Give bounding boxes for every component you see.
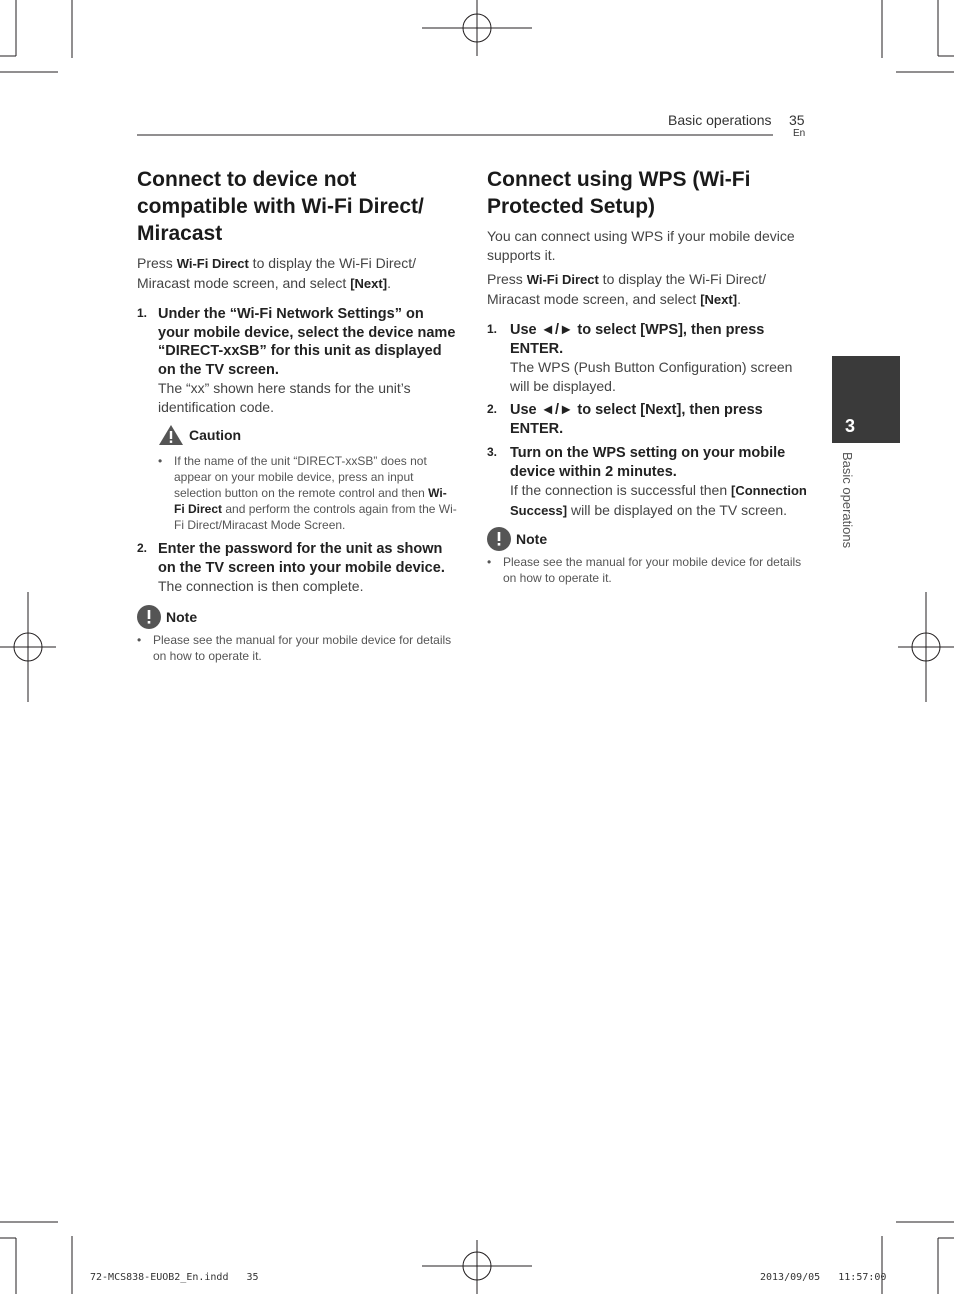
step-number: 3. <box>487 445 498 459</box>
right-note-block <box>487 527 809 586</box>
step-instruction: Use ◄/► to select [WPS], then press ENTER. <box>510 322 765 357</box>
running-header-section: Basic operations <box>668 112 772 128</box>
caution-item: • If the name of the unit “DIRECT-xxSB” does not appear on your mobile device, press an input selection button on the remote control and then Wi-Fi Direct and perform the controls again from the Wi-Fi Direct/Miracast Mode Screen. <box>158 454 457 532</box>
left-step-1 <box>137 305 457 533</box>
right-para-1: You can connect using WPS if your mobile device supports it. <box>487 228 795 263</box>
note-icon <box>487 527 511 551</box>
step-description: If the connection is successful then [Connection Success] will be displayed on the TV screen. <box>510 482 807 518</box>
connection-success-item: [Connection Success] <box>510 483 807 518</box>
left-column <box>137 166 457 664</box>
footer-datetime: 2013/09/05 11:57:00 <box>760 1272 887 1283</box>
left-step-2 <box>137 540 457 596</box>
footer-filename: 72-MCS838-EUOB2_En.indd 35 <box>90 1272 259 1283</box>
step-instruction: Under the “Wi-Fi Network Settings” on your mobile device, select the device name “DIRECT-xxSB” for this unit as displayed on the TV screen. <box>158 306 456 378</box>
step-number: 1. <box>487 322 498 336</box>
step-description: The connection is then complete. <box>158 578 364 594</box>
section-title-right: Connect using WPS (Wi-Fi Protected Setup) <box>487 168 751 218</box>
next-item: [Next] <box>700 291 738 307</box>
step-number: 2. <box>487 402 498 416</box>
caution-icon <box>158 424 184 446</box>
right-intro: Press Wi-Fi Direct to display the Wi-Fi Direct/ Miracast mode screen, and select [Next]. <box>487 271 767 307</box>
wifi-direct-key: Wi-Fi Direct <box>526 272 599 287</box>
left-note-block <box>137 605 457 664</box>
section-title-left: Connect to device not compatible with Wi-Fi Direct/ Miracast <box>137 168 424 245</box>
step-number: 2. <box>137 541 148 555</box>
right-column <box>487 166 809 586</box>
language-code: En <box>793 128 806 139</box>
chapter-label: Basic operations <box>840 452 855 549</box>
note-label: Note <box>516 531 548 547</box>
right-step-1 <box>487 321 809 395</box>
note-item: • Please see the manual for your mobile device for details on how to operate it. <box>487 555 802 585</box>
right-step-3 <box>487 444 809 520</box>
next-item: [Next] <box>350 275 388 291</box>
left-intro: Press Wi-Fi Direct to display the Wi-Fi Direct/ Miracast mode screen, and select [Next]. <box>137 255 417 291</box>
step-description: The “xx” shown here stands for the unit’s identification code. <box>158 380 411 415</box>
chapter-number: 3 <box>845 416 856 436</box>
caution-block <box>158 424 457 533</box>
right-step-2 <box>487 401 809 438</box>
note-icon <box>137 605 161 629</box>
step-number: 1. <box>137 306 148 320</box>
step-instruction: Turn on the WPS setting on your mobile device within 2 minutes. <box>510 445 786 480</box>
step-description: The WPS (Push Button Configuration) screen will be displayed. <box>510 359 793 394</box>
chapter-tab <box>832 356 900 443</box>
page-number: 35 <box>789 112 805 128</box>
note-label: Note <box>166 608 198 625</box>
step-instruction: Enter the password for the unit as shown on the TV screen into your mobile device. <box>158 541 445 576</box>
caution-label: Caution <box>189 427 242 443</box>
wifi-direct-key: Wi-Fi Direct <box>176 256 249 271</box>
step-instruction: Use ◄/► to select [Next], then press ENTER. <box>510 402 763 437</box>
note-item: • Please see the manual for your mobile device for details on how to operate it. <box>137 632 452 663</box>
wifi-direct-key: Wi-Fi Direct <box>174 486 447 516</box>
